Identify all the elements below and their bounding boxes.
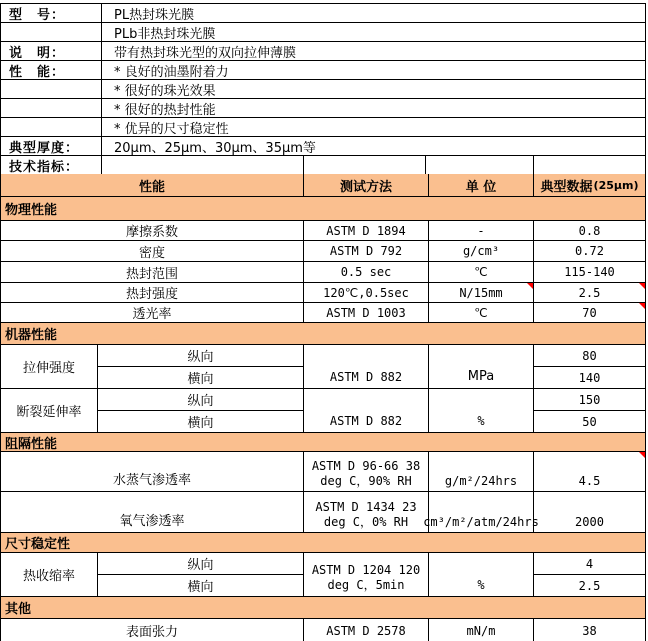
property-name: 热封强度 [1,283,304,302]
test-method: ASTM D 1434 23 deg C，0% RH [304,492,429,532]
section-header-other: 其他 [1,597,645,619]
col-header-property: 性能 [1,174,304,196]
typical-value-td: 50 [582,414,597,429]
typical-data-label: 典型数据 [540,179,593,195]
test-method: ASTM D 96-66 38 deg C，90% RH [304,452,429,491]
model-value-1: PL热封珠光膜 [114,7,195,23]
feature-2: * 很好的珠光效果 [114,83,216,99]
direction-td: 横向 [187,372,214,387]
features-label-empty-1 [1,80,102,98]
section-header-barrier: 阻隔性能 [1,433,645,452]
test-method: 120℃,0.5sec [304,283,429,302]
typical-value-td: 140 [578,370,601,385]
info-row-tech-index [1,156,645,175]
features-label-empty-3 [1,118,102,136]
info-row-model2 [1,23,645,42]
typical-value: 0.72 [575,244,604,258]
thickness-value: 20μm、25μm、30μm、35μm等 [114,140,316,156]
typical-values [534,553,645,596]
test-method: 0.5 sec [304,262,429,282]
property-name: 热封范围 [1,262,304,282]
typical-value: 2.5 [578,285,601,300]
info-row-feature-4 [1,118,645,137]
table-row-seal-range [1,262,645,283]
tech-index-empty-cells [102,156,645,174]
thickness-label: 典型厚度： [1,137,102,155]
unit: g/m²/24hrs [429,452,534,491]
info-row-thickness [1,137,645,156]
unit: MPa [429,345,534,388]
test-method: ASTM D 1204 120 deg C，5min [304,553,429,596]
test-method: ASTM D 792 [304,241,429,261]
empty-cell [426,156,534,174]
direction-cells [98,389,303,432]
test-method: ASTM D 2578 [304,619,429,641]
unit: % [429,553,534,596]
property-name: 热收缩率 [1,553,98,596]
typical-value: 0.8 [578,223,601,238]
section-header-physical: 物理性能 [1,197,645,221]
group-left [1,389,304,432]
table-header-row [1,174,645,197]
description-label: 说 明： [1,42,102,60]
col-header-unit: 单 位 [429,174,534,196]
section-header-dimensional: 尺寸稳定性 [1,533,645,553]
product-info-section [0,3,646,175]
direction-md: 纵向 [98,389,303,411]
property-name: 表面张力 [1,619,304,641]
feature-4: * 优异的尺寸稳定性 [114,121,229,137]
typical-value: 115-140 [564,265,615,279]
tech-index-label: 技术指标： [1,156,102,174]
empty-cell [304,156,426,174]
unit: ℃ [429,262,534,282]
comment-indicator-icon [639,303,645,309]
typical-value-md: 80 [534,345,645,367]
comment-indicator-icon [639,452,645,458]
table-row-transparency [1,303,645,323]
typical-value: 38 [582,623,597,638]
table-row-wvtr [1,452,645,492]
property-name: 氧气渗透率 [1,492,304,532]
comment-indicator-icon [527,283,533,289]
typical-value: 70 [582,305,597,320]
property-name: 透光率 [1,303,304,322]
model-label: 型 号： [1,4,102,22]
property-name: 拉伸强度 [1,345,98,388]
unit: % [429,389,534,432]
direction-cells [98,553,303,596]
features-label: 性 能： [1,61,102,79]
test-method: ASTM D 882 [304,389,429,432]
section-header-mechanical: 机器性能 [1,323,645,345]
feature-1: * 良好的油墨附着力 [114,64,229,80]
unit: N/15mm [459,285,503,300]
description-value: 带有热封珠光型的双向拉伸薄膜 [114,45,297,61]
empty-cell [102,156,304,174]
features-label-empty-2 [1,99,102,117]
info-row-feature-2 [1,80,645,99]
table-row-density [1,241,645,262]
typical-data-note: (25μm) [593,178,639,192]
property-name: 水蒸气渗透率 [1,452,304,491]
unit: - [429,221,534,240]
typical-value-td: 2.5 [578,578,601,593]
group-left [1,345,304,388]
typical-value-md: 4 [534,553,645,575]
direction-td: 横向 [187,580,214,595]
unit: g/cm³ [429,241,534,261]
typical-value: 4.5 [578,474,601,488]
direction-md: 纵向 [98,345,303,367]
test-method: ASTM D 1003 [304,303,429,322]
unit-with-comment [429,283,534,302]
unit: cm³/m²/atm/24hrs [429,492,534,532]
empty-cell [534,156,645,174]
table-group-tensile [1,345,645,389]
model-label-empty [1,23,102,41]
info-row-model [1,4,645,23]
test-method: ASTM D 882 [304,345,429,388]
table-row-friction [1,221,645,241]
table-row-otr [1,492,645,533]
typical-value-with-comment [534,452,645,491]
direction-md: 纵向 [98,553,303,575]
property-name: 摩擦系数 [1,221,304,240]
unit: mN/m [429,619,534,641]
direction-td: 横向 [187,416,214,431]
table-group-shrinkage [1,553,645,597]
feature-3: * 很好的热封性能 [114,102,216,118]
typical-value-md: 150 [534,389,645,411]
col-header-typical [534,174,645,196]
typical-values [534,389,645,432]
test-method: ASTM D 1894 [304,221,429,240]
model-value-2: PLb非热封珠光膜 [114,26,216,42]
property-name: 断裂延伸率 [1,389,98,432]
typical-values [534,345,645,388]
info-row-description [1,42,645,61]
typical-value-with-comment [534,283,645,302]
group-left [1,553,304,596]
direction-cells [98,345,303,388]
table-row-surface-tension [1,619,645,641]
unit: ℃ [429,303,534,322]
table-row-seal-strength [1,283,645,303]
info-row-feature-1 [1,61,645,80]
table-group-elongation [1,389,645,433]
property-name: 密度 [1,241,304,261]
typical-value: 2000 [575,515,604,529]
typical-value-with-comment [534,303,645,322]
info-row-feature-3 [1,99,645,118]
comment-indicator-icon [639,283,645,289]
col-header-method: 测试方法 [304,174,429,196]
spec-table [0,174,646,641]
